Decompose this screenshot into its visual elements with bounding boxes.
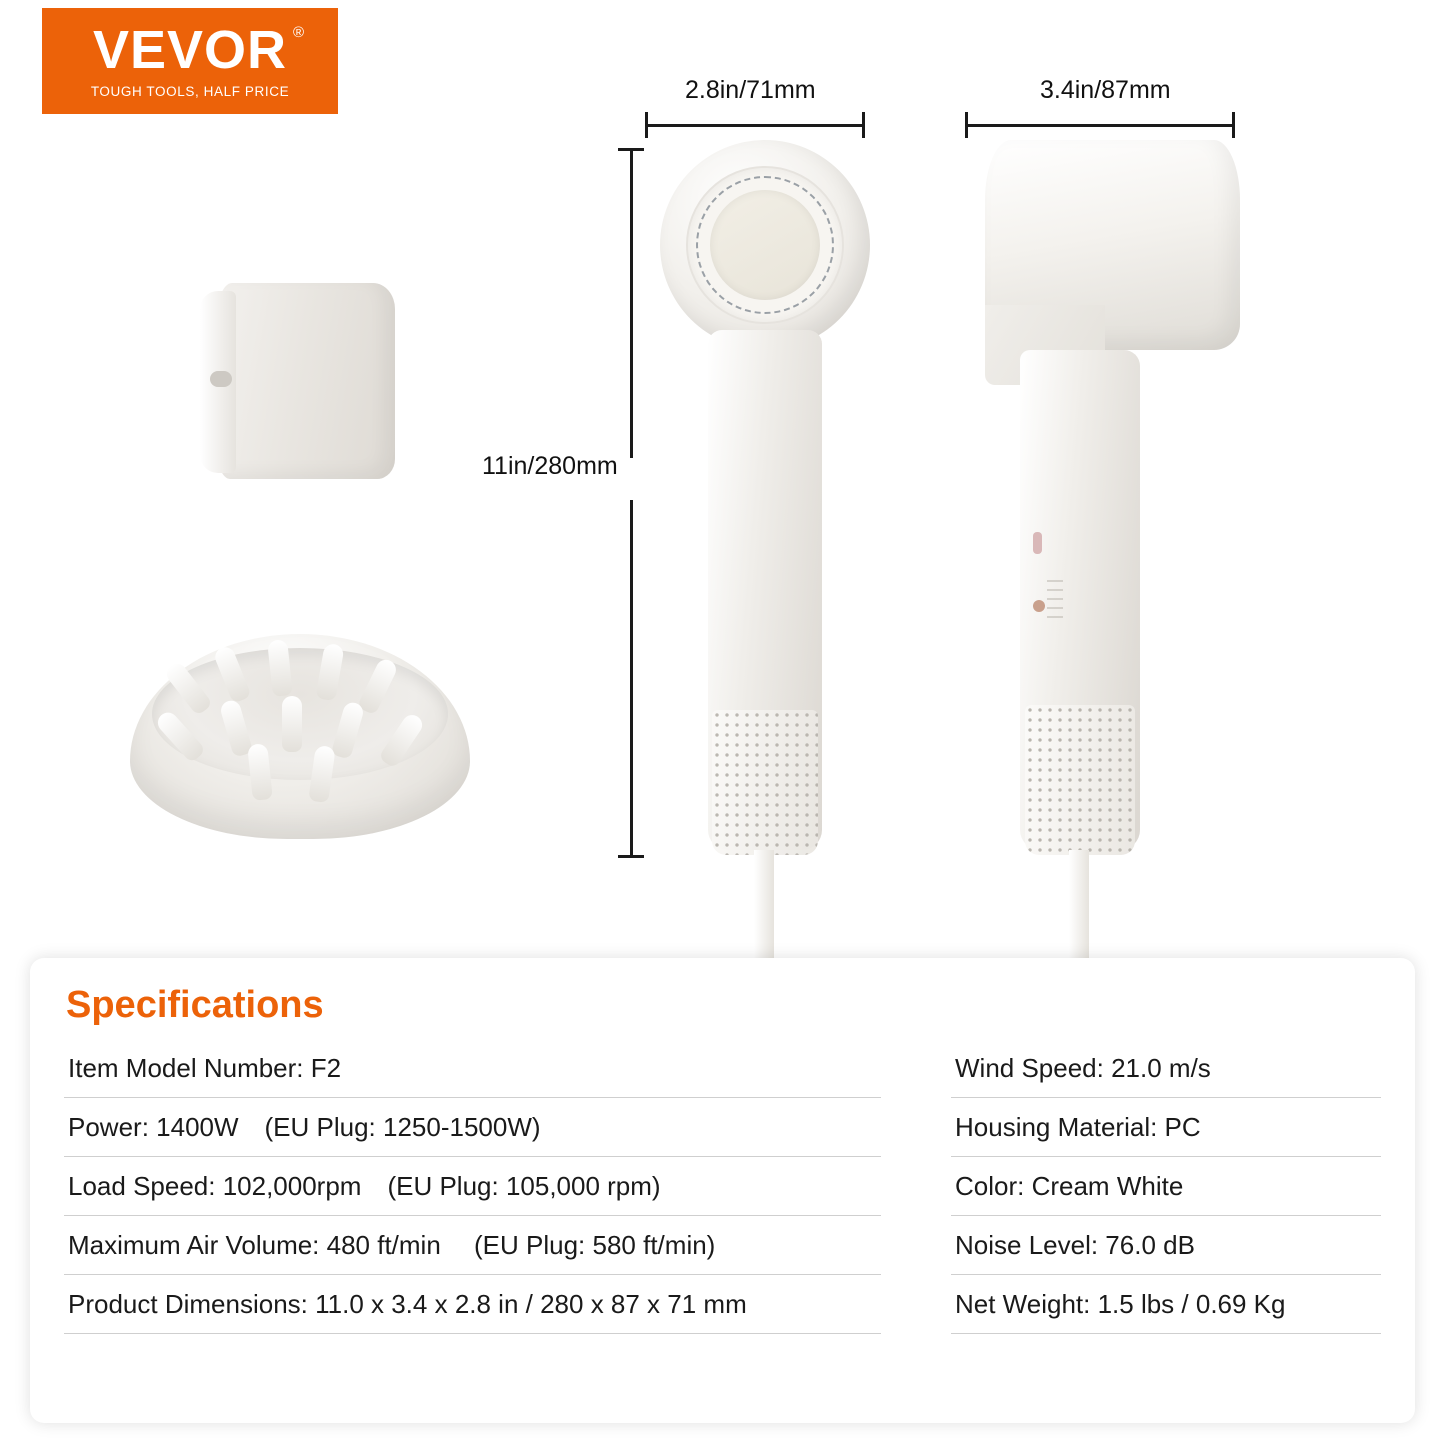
dimension-tick [618, 148, 644, 151]
spec-item: Maximum Air Volume: 480 ft/min (EU Plug: 580 ft/min) [64, 1216, 881, 1275]
dimension-tick [1232, 112, 1235, 138]
spec-item: Color: Cream White [951, 1157, 1381, 1216]
spec-item: Housing Material: PC [951, 1098, 1381, 1157]
dimension-tick [965, 112, 968, 138]
hair-dryer-front-view [650, 140, 880, 940]
diffuser-attachment [130, 612, 470, 842]
spec-item: Wind Speed: 21.0 m/s [951, 1039, 1381, 1098]
dimension-line-width-side [965, 124, 1235, 127]
diffuser-pin [282, 696, 302, 752]
dimension-label-width-side: 3.4in/87mm [1040, 76, 1171, 104]
registered-mark-icon: ® [292, 24, 306, 41]
dimension-tick [862, 112, 865, 138]
spec-item: Net Weight: 1.5 lbs / 0.69 Kg [951, 1275, 1381, 1334]
dryer-setting-marks [1047, 580, 1063, 622]
specifications-card [30, 958, 1415, 1423]
spec-item: Product Dimensions: 11.0 x 3.4 x 2.8 in / 280 x 87 x 71 mm [64, 1275, 881, 1334]
specifications-left-column [64, 1039, 881, 1334]
brand-name-text: VEVOR [92, 20, 288, 80]
specifications-title: Specifications [66, 984, 324, 1026]
dimension-line-width-front [645, 124, 865, 127]
specifications-columns [64, 1039, 1381, 1334]
dimension-line-height-lower [630, 500, 633, 858]
hair-dryer-side-view [965, 140, 1255, 940]
nozzle-body [216, 283, 395, 479]
brand-tagline: TOUGH TOOLS, HALF PRICE [90, 84, 290, 99]
specifications-right-column [951, 1039, 1381, 1334]
dimension-tick [645, 112, 648, 138]
dryer-outlet-center [710, 190, 820, 300]
dryer-air-intake-grille [712, 710, 818, 855]
dimension-label-width-front: 2.8in/71mm [685, 76, 816, 104]
dryer-power-button [1033, 532, 1042, 554]
spec-item: Load Speed: 102,000rpm (EU Plug: 105,000 rpm) [64, 1157, 881, 1216]
spec-item: Power: 1400W (EU Plug: 1250-1500W) [64, 1098, 881, 1157]
dryer-mode-button [1033, 600, 1045, 612]
dryer-air-intake-grille [1025, 705, 1135, 855]
spec-item: Noise Level: 76.0 dB [951, 1216, 1381, 1275]
nozzle-slot [210, 371, 232, 387]
concentrator-nozzle [200, 283, 395, 483]
dimension-label-height: 11in/280mm [482, 452, 618, 480]
dimension-line-height-upper [630, 148, 633, 458]
dimension-tick [618, 855, 644, 858]
spec-item: Item Model Number: F2 [64, 1039, 881, 1098]
